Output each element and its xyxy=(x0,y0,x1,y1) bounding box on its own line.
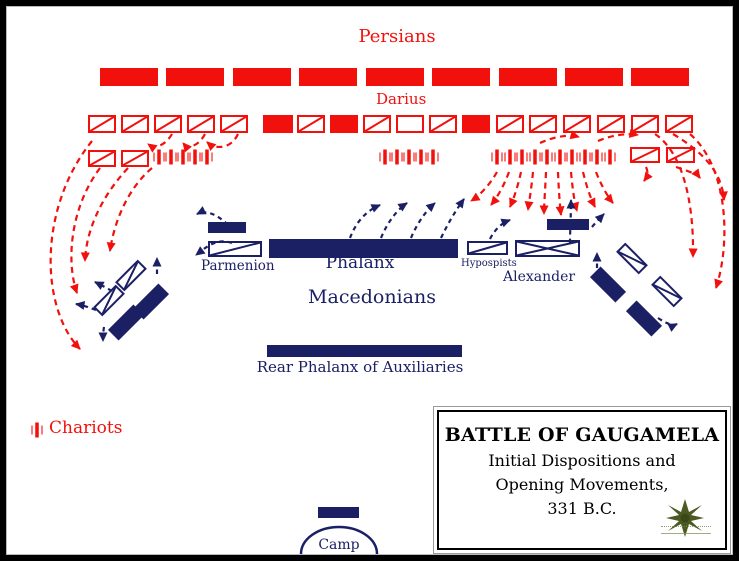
persian-cavalry-left-1 xyxy=(89,151,115,166)
chariot-charge-9 xyxy=(596,172,613,203)
alexander-companion-cavalry xyxy=(516,241,579,256)
darius-line-cavalry-5 xyxy=(221,116,247,132)
darius-line-cavalry-9 xyxy=(497,116,523,132)
chariot-right-3 xyxy=(516,150,528,165)
chariot-mid-2 xyxy=(391,150,403,165)
alexander-label: Alexander xyxy=(503,269,576,285)
phalanx-advance-1 xyxy=(350,205,380,238)
right-flank-cavalry-2 xyxy=(653,277,682,306)
darius-line-infantry-3 xyxy=(462,115,490,133)
left-flank-infantry-2 xyxy=(108,304,144,340)
darius-line-cavalry-6 xyxy=(298,116,324,132)
darius-line-cavalry-4 xyxy=(188,116,214,132)
chariot-charge-4 xyxy=(528,172,533,210)
alexander-advance-2 xyxy=(592,214,604,227)
chariot-right-4 xyxy=(529,150,541,165)
darius-line-cavalry-7 xyxy=(364,116,390,132)
darius-line-empty-unit xyxy=(397,116,423,132)
darius-line-cavalry-8 xyxy=(430,116,456,132)
chariot-mid-4 xyxy=(415,150,427,165)
chariot-right-10 xyxy=(604,150,616,165)
persian-redeploy-1 xyxy=(148,134,172,146)
persian-cavalry-left-2 xyxy=(122,151,148,166)
right-flank-move-out xyxy=(658,318,677,325)
parmenion-cavalry xyxy=(209,242,261,256)
phalanx-advance-2 xyxy=(381,203,407,238)
chariot-left-1 xyxy=(153,150,165,165)
chariot-charge-6 xyxy=(558,172,561,215)
chariot-left-4 xyxy=(189,150,201,165)
darius-line-cavalry-14 xyxy=(666,116,692,132)
left-flank-cavalry-1 xyxy=(117,261,146,290)
right-flank-cavalry-1 xyxy=(618,244,647,273)
legend-subtitle-3: 331 B.C. xyxy=(547,499,617,518)
chariot-mid-5 xyxy=(427,150,439,165)
persian-cavalry-right-1 xyxy=(631,148,659,162)
persian-infantry-9 xyxy=(631,68,689,86)
persian-redeploy-2 xyxy=(183,134,205,146)
chariot-left-5 xyxy=(201,150,213,165)
hypospists-unit xyxy=(468,242,507,254)
parmenion-label: Parmenion xyxy=(201,258,275,274)
darius-label: Darius xyxy=(376,90,427,108)
rear-phalanx-bar xyxy=(267,345,462,357)
darius-line-cavalry-11 xyxy=(564,116,590,132)
persian-left-sweep-3 xyxy=(71,168,100,293)
persian-infantry-8 xyxy=(565,68,623,86)
hypospists-label: Hypospists xyxy=(461,258,517,269)
darius-line-cavalry-3 xyxy=(155,116,181,132)
signature-mark xyxy=(661,526,711,534)
darius-line-cavalry-2 xyxy=(122,116,148,132)
darius-line-cavalry-10 xyxy=(530,116,556,132)
chariot-right-9 xyxy=(591,150,603,165)
left-flank-move-out-1 xyxy=(95,282,112,291)
hypospists-advance xyxy=(490,220,510,239)
legend-title: BATTLE OF GAUGAMELA xyxy=(444,424,720,446)
persian-right-sweep-3 xyxy=(690,134,724,288)
legend-subtitle-1: Initial Dispositions and xyxy=(488,451,676,470)
chariot-right-2 xyxy=(504,150,516,165)
right-flank-infantry-1 xyxy=(590,266,626,302)
chariots-legend-label: Chariots xyxy=(49,418,123,438)
chariot-right-8 xyxy=(579,150,591,165)
macedonians-title: Macedonians xyxy=(308,286,436,308)
persian-infantry-4 xyxy=(299,68,357,86)
persian-infantry-3 xyxy=(233,68,291,86)
persian-shift-right-1 xyxy=(540,136,579,143)
left-flank-move-out-2 xyxy=(76,304,96,310)
persian-infantry-7 xyxy=(499,68,557,86)
darius-line-infantry-1 xyxy=(263,115,293,133)
camp-guard xyxy=(318,507,359,518)
chariot-charge-3 xyxy=(510,172,521,207)
darius-line-cavalry-13 xyxy=(632,116,658,132)
legend-box-inner xyxy=(437,410,727,550)
darius-line-infantry-2 xyxy=(330,115,358,133)
persian-infantry-5 xyxy=(366,68,424,86)
left-flank-move-down xyxy=(103,327,104,341)
phalanx-advance-3 xyxy=(411,203,435,238)
phalanx-label: Phalanx xyxy=(325,253,395,273)
chariot-left-3 xyxy=(177,150,189,165)
chariot-charge-5 xyxy=(544,172,546,214)
legend-subtitle-2: Opening Movements, xyxy=(495,475,669,494)
persian-right-probe-1 xyxy=(644,167,647,181)
persian-infantry-6 xyxy=(432,68,490,86)
phalanx-advance-4 xyxy=(441,199,464,238)
chariot-left-2 xyxy=(165,150,177,165)
persian-infantry-1 xyxy=(100,68,158,86)
persian-shift-right-2 xyxy=(598,134,638,141)
chariot-mid-3 xyxy=(403,150,415,165)
persian-left-sweep-1 xyxy=(110,168,152,251)
darius-line-cavalry-1 xyxy=(89,116,115,132)
rear-phalanx-label: Rear Phalanx of Auxiliaries xyxy=(256,358,464,376)
persians-title: Persians xyxy=(358,26,436,47)
chariot-charge-8 xyxy=(583,172,595,207)
chariot-right-6 xyxy=(554,150,566,165)
chariot-legend-symbol xyxy=(31,423,43,438)
persian-infantry-2 xyxy=(166,68,224,86)
alexander-reserve xyxy=(547,219,589,230)
darius-line-cavalry-12 xyxy=(598,116,624,132)
camp-label: Camp xyxy=(318,537,360,553)
chariot-charge-1 xyxy=(471,172,497,201)
right-flank-infantry-2 xyxy=(626,300,662,336)
persian-redeploy-3 xyxy=(207,134,238,147)
chariot-right-5 xyxy=(541,150,553,165)
chariot-right-7 xyxy=(566,150,578,165)
legend-box xyxy=(433,406,731,554)
chariot-mid-1 xyxy=(379,150,391,165)
chariot-right-1 xyxy=(491,150,503,165)
